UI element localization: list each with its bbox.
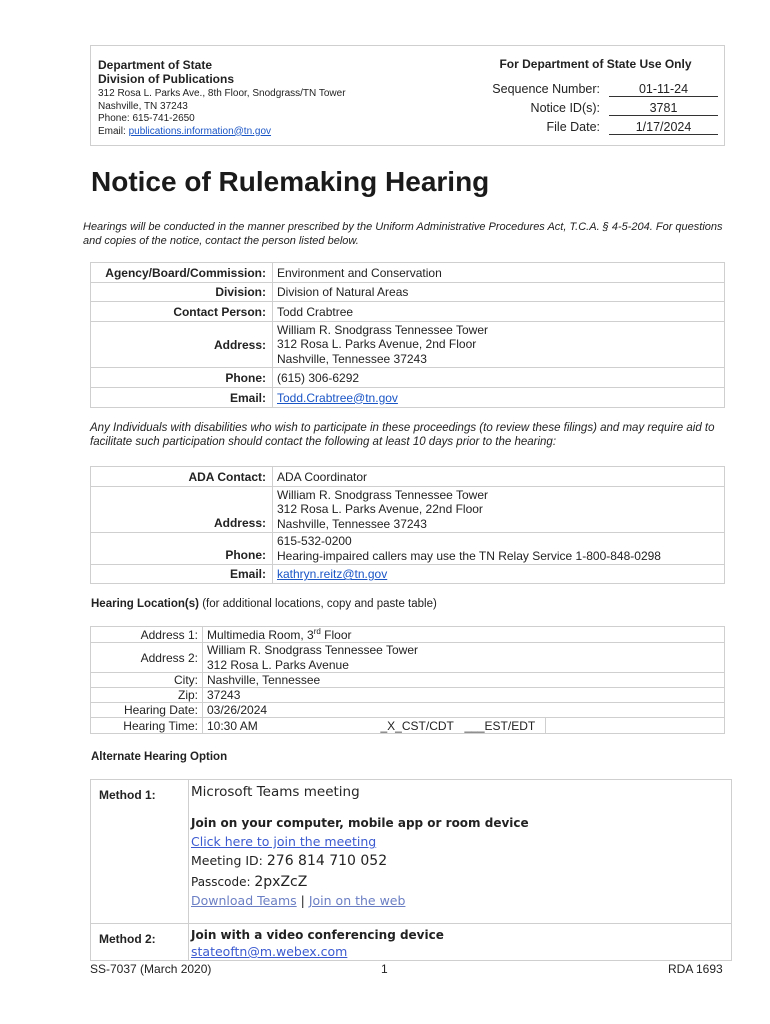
addr2-label: Address 2: — [91, 643, 203, 673]
table-row — [91, 565, 725, 584]
table-row — [91, 388, 725, 408]
agency-label: Agency/Board/Commission: — [91, 263, 273, 283]
ada-phone-label: Phone: — [91, 533, 273, 565]
notice-value: 3781 — [609, 101, 718, 116]
ada-email-label: Email: — [91, 565, 273, 584]
addr2-value — [203, 643, 725, 673]
cst-mark: _X_ — [380, 718, 402, 733]
address-line: 312 Rosa L. Parks Avenue, 22nd Floor — [277, 502, 483, 517]
time-cell — [203, 718, 546, 734]
dept-address1: 312 Rosa L. Parks Ave., 8th Floor, Snodgrass/TN Tower — [98, 88, 346, 99]
method1-content — [188, 780, 731, 923]
address-line: William R. Snodgrass Tennessee Tower — [207, 643, 418, 657]
address-line: Nashville, Tennessee 37243 — [277, 351, 427, 366]
publisher-info — [98, 58, 398, 138]
date-label: Hearing Date: — [91, 703, 203, 718]
table-row — [91, 673, 725, 688]
method2-box — [90, 923, 732, 961]
use-only-heading: For Department of State Use Only — [499, 57, 692, 71]
hearing-heading-row — [91, 598, 437, 610]
webex-email-link[interactable]: stateoftn@m.webex.com — [191, 944, 348, 959]
contact-label: Contact Person: — [91, 302, 273, 322]
address-line: 312 Rosa L. Parks Avenue, 2nd Floor — [277, 337, 477, 352]
contact-value: Todd Crabtree — [273, 302, 725, 322]
teams-join-heading: Join on your computer, mobile app or room device — [191, 816, 529, 830]
table-row — [91, 467, 725, 487]
hearing-heading: Hearing Location(s) — [91, 598, 199, 610]
page-title: Notice of Rulemaking Hearing — [91, 166, 490, 197]
alternate-heading: Alternate Hearing Option — [91, 751, 228, 763]
phone-line: Hearing-impaired callers may use the TN Relay Service 1-800-848-0298 — [277, 548, 661, 563]
method1-box — [90, 779, 732, 924]
table-row — [91, 368, 725, 388]
table-row — [91, 302, 725, 322]
footer-form-number: SS-7037 (March 2020) — [90, 962, 212, 976]
use-only-block — [486, 57, 721, 71]
dept-email-link[interactable]: publications.information@tn.gov — [128, 125, 272, 137]
address-value — [273, 322, 725, 368]
meeting-id-value: 276 814 710 052 — [266, 853, 388, 869]
join-web-link[interactable]: Join on the web — [308, 893, 406, 908]
meeting-id-label: Meeting ID: — [191, 853, 267, 868]
download-teams-link[interactable]: Download Teams — [191, 893, 297, 908]
ada-note: Any Individuals with disabilities who wish to participate in these proceedings (to review these filings) and may require aid to facilitate such participation should contact the following at least 10 days prior to the hearing: — [90, 422, 715, 448]
webex-heading: Join with a video conferencing device — [191, 928, 444, 942]
method2-label: Method 2: — [99, 932, 156, 946]
passcode-value: 2pxZcZ — [254, 874, 308, 890]
table-row — [91, 487, 725, 533]
table-row — [91, 688, 725, 703]
dept-email-label: Email: — [98, 125, 126, 137]
est-label: EST/EDT — [484, 718, 536, 733]
ada-address-value — [273, 487, 725, 533]
address-line: William R. Snodgrass Tennessee Tower — [277, 487, 488, 502]
hearing-heading-note: (for additional locations, copy and paste table) — [202, 598, 437, 610]
city-label: City: — [91, 673, 203, 688]
zip-value: 37243 — [203, 688, 725, 703]
footer-rda: RDA 1693 — [668, 962, 723, 976]
teams-links-row — [191, 893, 405, 908]
sequence-label: Sequence Number: — [492, 82, 600, 96]
address-line: William R. Snodgrass Tennessee Tower — [277, 322, 488, 337]
table-row — [91, 322, 725, 368]
address-label: Address: — [91, 322, 273, 368]
date-value: 03/26/2024 — [203, 703, 725, 718]
teams-join-link[interactable]: Click here to join the meeting — [191, 834, 377, 849]
file-date-label: File Date: — [546, 120, 600, 134]
email-cell — [273, 388, 725, 408]
dept-name: Department of State — [98, 58, 213, 72]
division-name: Division of Publications — [98, 72, 235, 86]
notice-label: Notice ID(s): — [530, 101, 600, 115]
addr1-text: Multimedia Room, 3 — [207, 628, 314, 642]
teams-meeting-id — [191, 853, 387, 869]
intro-text: Hearings will be conducted in the manner prescribed by the Uniform Administrative Procedures Act, T.C.A. § 4-5-204. For questions and copies of the notice, contact the person listed below. — [83, 221, 723, 247]
cst-label: CST/CDT — [401, 718, 454, 733]
passcode-label: Passcode: — [191, 875, 255, 889]
timezone-cst — [381, 719, 454, 733]
table-row — [91, 703, 725, 718]
division-label: Division: — [91, 283, 273, 302]
phone-label: Phone: — [91, 368, 273, 388]
agency-table — [90, 262, 725, 408]
file-date-value: 1/17/2024 — [609, 120, 718, 135]
method1-label: Method 1: — [99, 788, 156, 802]
ada-phone-value — [273, 533, 725, 565]
ada-contact-value: ADA Coordinator — [273, 467, 725, 487]
est-mark: ___ — [464, 718, 485, 733]
time-value: 10:30 AM — [207, 718, 258, 733]
dept-address2: Nashville, TN 37243 — [98, 100, 188, 112]
agency-value: Environment and Conservation — [273, 263, 725, 283]
ada-email-link[interactable]: kathryn.reitz@tn.gov — [277, 567, 388, 581]
city-value: Nashville, Tennessee — [203, 673, 725, 688]
address-line: Nashville, Tennessee 37243 — [277, 516, 427, 531]
ada-email-cell — [273, 565, 725, 584]
method2-content — [188, 924, 731, 960]
contact-email-link[interactable]: Todd.Crabtree@tn.gov — [277, 390, 398, 405]
link-separator: | — [296, 893, 309, 908]
dept-phone: Phone: 615-741-2650 — [98, 113, 195, 124]
timezone-est — [465, 719, 536, 733]
division-value: Division of Natural Areas — [273, 283, 725, 302]
addr1-label: Address 1: — [91, 627, 203, 643]
table-row — [91, 283, 725, 302]
phone-value: (615) 306-6292 — [273, 368, 725, 388]
header-box — [90, 45, 725, 146]
dept-email-row — [98, 126, 398, 139]
zip-label: Zip: — [91, 688, 203, 703]
table-row — [91, 643, 725, 673]
addr1-value — [203, 627, 725, 643]
ada-table — [90, 466, 725, 584]
teams-title: Microsoft Teams meeting — [191, 784, 360, 800]
footer-page-number: 1 — [381, 962, 388, 976]
time-extra-cell — [546, 718, 725, 734]
address-line: 312 Rosa L. Parks Avenue — [207, 657, 349, 672]
phone-line: 615-532-0200 — [277, 534, 352, 548]
table-row — [91, 627, 725, 643]
ada-contact-label: ADA Contact: — [91, 467, 273, 487]
addr1-sup: rd — [313, 627, 321, 636]
addr1-tail: Floor — [320, 628, 352, 642]
table-row — [91, 533, 725, 565]
teams-passcode — [191, 874, 307, 890]
hearing-table — [90, 626, 725, 734]
email-label: Email: — [91, 388, 273, 408]
sequence-value: 01-11-24 — [609, 82, 718, 97]
table-row — [91, 263, 725, 283]
time-label: Hearing Time: — [91, 718, 203, 734]
ada-address-label: Address: — [91, 487, 273, 533]
table-row — [91, 718, 725, 734]
